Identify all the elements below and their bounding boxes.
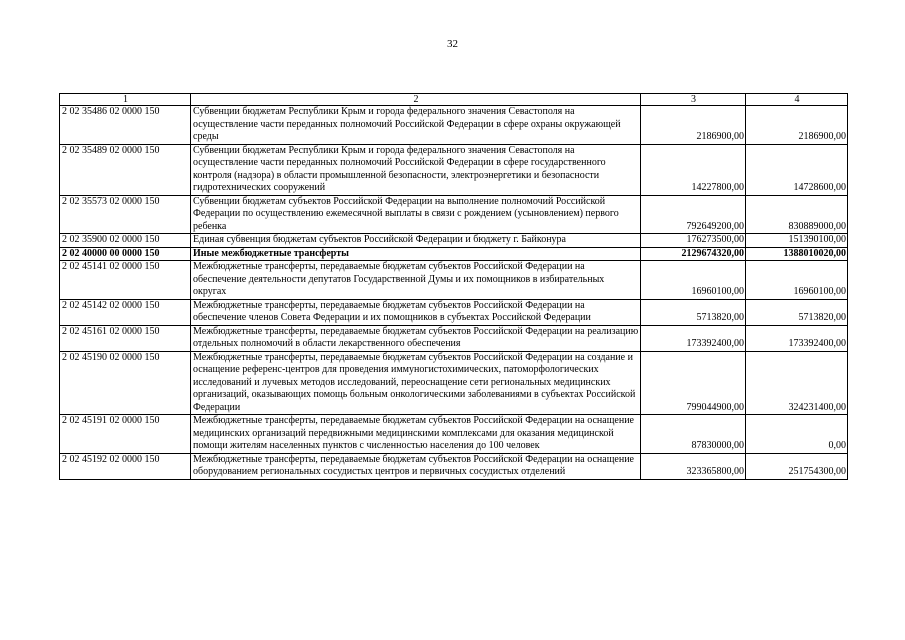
- year2-amount-cell: 830889000,00: [746, 195, 848, 234]
- column-header-1: 1: [60, 94, 191, 106]
- year1-amount-cell: 87830000,00: [641, 415, 746, 454]
- year2-amount-cell: 251754300,00: [746, 453, 848, 479]
- code-cell: 2 02 35573 02 0000 150: [60, 195, 191, 234]
- table-row: [60, 144, 848, 195]
- code-cell: 2 02 45192 02 0000 150: [60, 453, 191, 479]
- code-cell: 2 02 45191 02 0000 150: [60, 415, 191, 454]
- code-cell: 2 02 35900 02 0000 150: [60, 234, 191, 248]
- year1-amount-cell: 2129674320,00: [641, 247, 746, 261]
- year2-amount-cell: 2186900,00: [746, 106, 848, 145]
- year1-amount-cell: 2186900,00: [641, 106, 746, 145]
- code-cell: 2 02 45142 02 0000 150: [60, 299, 191, 325]
- budget-table: [59, 93, 848, 480]
- year2-amount-cell: 173392400,00: [746, 325, 848, 351]
- year2-amount-cell: 1388010020,00: [746, 247, 848, 261]
- code-cell: 2 02 35486 02 0000 150: [60, 106, 191, 145]
- table-row: [60, 261, 848, 300]
- table-row: [60, 351, 848, 415]
- table-row: [60, 299, 848, 325]
- year1-amount-cell: 799044900,00: [641, 351, 746, 415]
- year2-amount-cell: 151390100,00: [746, 234, 848, 248]
- year2-amount-cell: 16960100,00: [746, 261, 848, 300]
- name-cell: Межбюджетные трансферты, передаваемые бюджетам субъектов Российской Федерации на оснащение медицинских организаций передвижными медицинскими комплексами для оказания медицинской помощи жителям населенных пунктов с численностью населения до 100 человек: [191, 415, 641, 454]
- column-header-2: 2: [191, 94, 641, 106]
- name-cell: Единая субвенция бюджетам субъектов Российской Федерации и бюджету г. Байконура: [191, 234, 641, 248]
- name-cell: Межбюджетные трансферты, передаваемые бюджетам субъектов Российской Федерации на реализацию отдельных полномочий в области лекарственного обеспечения: [191, 325, 641, 351]
- name-cell: Межбюджетные трансферты, передаваемые бюджетам субъектов Российской Федерации на создание и оснащение референс-центров для проведения иммуногистохимических, патоморфологических исследований и лучевых методов исследований, переоснащение сети региональных медицинских организаций, оказывающих помощь больным онкологическими заболеваниями в субъектах Российской Федерации: [191, 351, 641, 415]
- name-cell: Субвенции бюджетам Республики Крым и города федерального значения Севастополя на осуществление части переданных полномочий Российской Федерации в сфере государственного контроля (надзора) в области промышленной безопасности, электроэнергетики и безопасности гидротехнических сооружений: [191, 144, 641, 195]
- name-cell: Иные межбюджетные трансферты: [191, 247, 641, 261]
- year1-amount-cell: 16960100,00: [641, 261, 746, 300]
- table-row: [60, 247, 848, 261]
- year1-amount-cell: 176273500,00: [641, 234, 746, 248]
- column-header-3: 3: [641, 94, 746, 106]
- year1-amount-cell: 323365800,00: [641, 453, 746, 479]
- table-row: [60, 415, 848, 454]
- table-row: [60, 195, 848, 234]
- column-header-4: 4: [746, 94, 848, 106]
- table-row: [60, 234, 848, 248]
- year1-amount-cell: 5713820,00: [641, 299, 746, 325]
- year2-amount-cell: 14728600,00: [746, 144, 848, 195]
- year1-amount-cell: 173392400,00: [641, 325, 746, 351]
- year2-amount-cell: 5713820,00: [746, 299, 848, 325]
- table-row: [60, 453, 848, 479]
- year2-amount-cell: 0,00: [746, 415, 848, 454]
- name-cell: Субвенции бюджетам Республики Крым и города федерального значения Севастополя на осуществление части переданных полномочий Российской Федерации в сфере охраны окружающей среды: [191, 106, 641, 145]
- code-cell: 2 02 45190 02 0000 150: [60, 351, 191, 415]
- name-cell: Межбюджетные трансферты, передаваемые бюджетам субъектов Российской Федерации на оснащение оборудованием региональных сосудистых центров и первичных сосудистых отделений: [191, 453, 641, 479]
- year2-amount-cell: 324231400,00: [746, 351, 848, 415]
- code-cell: 2 02 45141 02 0000 150: [60, 261, 191, 300]
- name-cell: Субвенции бюджетам субъектов Российской Федерации на выполнение полномочий Российской Федерации по осуществлению ежемесячной выплаты в связи с рождением (усыновлением) первого ребенка: [191, 195, 641, 234]
- name-cell: Межбюджетные трансферты, передаваемые бюджетам субъектов Российской Федерации на обеспечение деятельности депутатов Государственной Думы и их помощников в избирательных округах: [191, 261, 641, 300]
- code-cell: 2 02 35489 02 0000 150: [60, 144, 191, 195]
- code-cell: 2 02 40000 00 0000 150: [60, 247, 191, 261]
- table-row: [60, 106, 848, 145]
- year1-amount-cell: 792649200,00: [641, 195, 746, 234]
- page-number: 32: [447, 38, 458, 50]
- code-cell: 2 02 45161 02 0000 150: [60, 325, 191, 351]
- year1-amount-cell: 14227800,00: [641, 144, 746, 195]
- table-row: [60, 325, 848, 351]
- name-cell: Межбюджетные трансферты, передаваемые бюджетам субъектов Российской Федерации на обеспечение членов Совета Федерации и их помощников в субъектах Российской Федерации: [191, 299, 641, 325]
- table-header-row: [60, 94, 848, 106]
